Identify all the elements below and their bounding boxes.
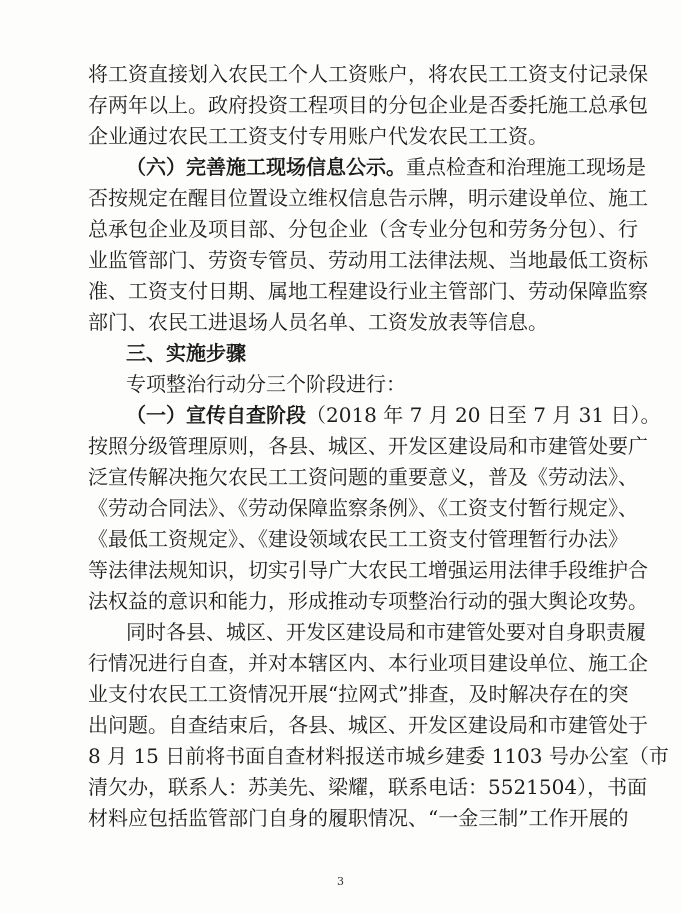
text-line: 材料应包括监管部门自身的履职情况、“一金三制”工作开展的 xyxy=(88,806,629,830)
body-text xyxy=(88,60,669,835)
section-heading-3: 三、实施步骤 xyxy=(126,341,246,365)
text-line: 行情况进行自查，并对本辖区内、本行业项目建设单位、施工企 xyxy=(88,651,648,675)
text-line: 部门、农民工进退场人员名单、工资发放表等信息。 xyxy=(88,310,548,334)
text-line: 业支付农民工工资情况开展“拉网式”排查，及时解决存在的突 xyxy=(88,682,629,706)
text-line: 否按规定在醒目位置设立维权信息告示牌，明示建设单位、施工 xyxy=(88,186,648,210)
text-line: 《最低工资规定》、《建设领域农民工工资支付管理暂行办法》 xyxy=(88,527,628,551)
text-line: 泛宣传解决拖欠农民工工资问题的重要意义，普及《劳动法》、 xyxy=(88,465,638,489)
text-line: 清欠办，联系人：苏美先、梁耀，联系电话：5521504），书面 xyxy=(88,775,648,799)
text-line: 专项整治行动分三个阶段进行： xyxy=(126,372,406,396)
text-line: 等法律法规知识，切实引导广大农民工增强运用法律手段维护合 xyxy=(88,558,648,582)
phase-dates: （2018 年 7 月 20 日至 7 月 31 日）。 xyxy=(306,403,661,427)
text-line: 按照分级管理原则，各县、城区、开发区建设局和市建管处要广 xyxy=(88,434,648,458)
text-line: 将工资直接划入农民工个人工资账户，将农民工工资支付记录保 xyxy=(88,62,648,86)
phase-heading-line xyxy=(88,401,661,432)
text-line: 业监管部门、劳资专管员、劳动用工法律法规、当地最低工资标 xyxy=(88,248,648,272)
section-heading-6: 完善施工现场信息公示。 xyxy=(186,155,406,179)
text-line: 重点检查和治理施工现场是 xyxy=(406,155,646,179)
text-line: 总承包企业及项目部、分包企业（含专业分包和劳务分包）、行 xyxy=(88,217,638,241)
text-line: 企业通过农民工工资支付专用账户代发农民工工资。 xyxy=(88,124,548,148)
text-line: 8 月 15 日前将书面自查材料报送市城乡建委 1103 号办公室（市 xyxy=(88,744,669,768)
section-heading-6-number: （六） xyxy=(126,155,186,179)
text-line: 存两年以上。政府投资工程项目的分包企业是否委托施工总承包 xyxy=(88,93,648,117)
section-heading-6-line xyxy=(88,153,646,184)
text-line: 同时各县、城区、开发区建设局和市建管处要对自身职责履 xyxy=(126,620,646,644)
text-line: 法权益的意识和能力，形成推动专项整治行动的强大舆论攻势。 xyxy=(88,589,648,613)
page-number: 3 xyxy=(337,875,344,888)
text-line: 《劳动合同法》、《劳动保障监察条例》、《工资支付暂行规定》、 xyxy=(88,496,638,520)
text-line: 出问题。自查结束后，各县、城区、开发区建设局和市建管处于 xyxy=(88,713,648,737)
phase-heading-1: （一）宣传自查阶段 xyxy=(126,403,306,427)
text-line: 准、工资支付日期、属地工程建设行业主管部门、劳动保障监察 xyxy=(88,279,648,303)
